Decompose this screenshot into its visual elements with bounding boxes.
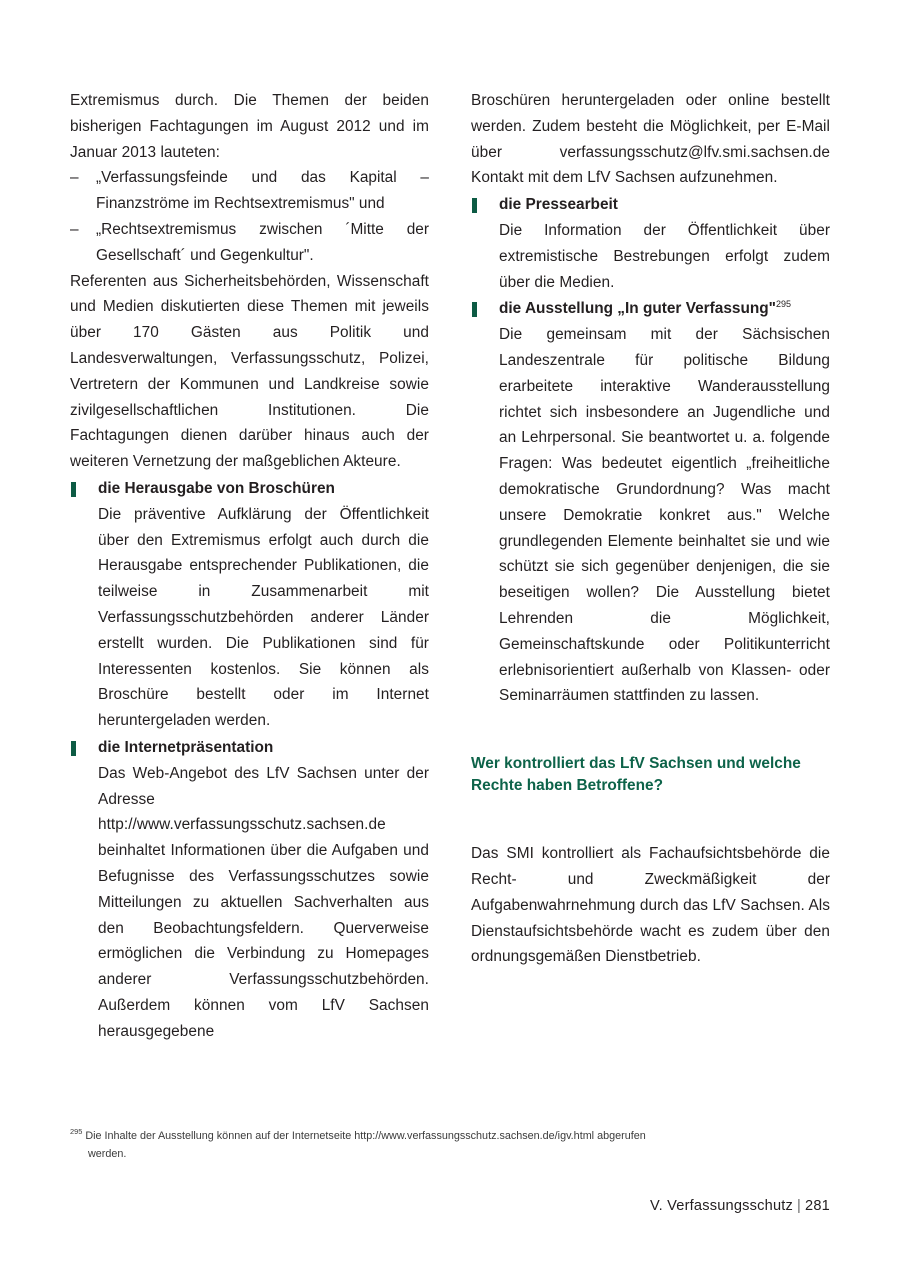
footnote-reference-superscript: 295 [775, 299, 791, 310]
right-continuation-paragraph: Broschüren heruntergeladen oder online bestellt werden. Zudem besteht die Möglichkeit, per E-Mail über verfassungsschutz@lfv.smi.sachsen.de Kontakt mit dem LfV Sachsen aufzunehmen. [471, 92, 830, 187]
two-column-body [70, 88, 830, 1044]
right-closing-paragraph: Das SMI kontrolliert als Fachaufsichtsbehörde die Recht- und Zweckmäßigkeit der Aufgabenwahrnehmung durch das LfV Sachsen. Als Dienstaufsichtsbehörde wacht es zudem über den ordnungsgemäßen Dienstbetrieb. [471, 845, 830, 966]
footnote-text: Die Inhalte der Ausstellung können auf der Internetseite http://www.verfassungsschutz.sachsen.de/igv.html abgerufen [85, 1130, 646, 1142]
green-bar-bullet-icon [472, 198, 477, 213]
dash-list-item [70, 165, 429, 217]
green-bar-bullet-icon [71, 482, 76, 497]
green-bar-bullet-icon [472, 302, 477, 317]
footnote-marker: 295 [70, 1127, 83, 1137]
right-column [471, 88, 830, 1044]
dash-list [70, 165, 429, 268]
dash-list-item [70, 217, 429, 269]
bar-block-title [499, 192, 830, 218]
section-heading: Wer kontrolliert das LfV Sachsen und welche Rechte haben Betroffene? [471, 755, 801, 795]
bar-block-title-text: die Ausstellung „In guter Verfassung" [499, 300, 776, 318]
bar-block-title: die Herausgabe von Broschüren [98, 479, 335, 497]
left-column [70, 88, 429, 1044]
bar-block-ausstellung [471, 296, 830, 709]
bar-block-title [499, 296, 830, 322]
heading-spacer [471, 709, 830, 753]
page-footer [650, 1196, 830, 1216]
bar-block-body: Das Web-Angebot des LfV Sachsen unter der Adresse http://www.verfassungsschutz.sachsen.de beinhaltet Informationen über die Aufgaben und Befugnisse des Verfassungsschutzes sowie Mitteilungen zu aktuellen Sachverhalten aus den Beobachtungsfeldern. Querverweise ermöglichen die Verbindung zu Homepages anderer Verfassungsschutzbehörden. Außerdem können vom LfV Sachsen herausgegebene [98, 764, 429, 1040]
green-bar-bullet-icon [71, 741, 76, 756]
bar-block-title: die Internetpräsentation [98, 738, 274, 756]
dash-list-item-text: „Rechtsextremismus zwischen ´Mitte der Gesellschaft´ und Gegenkultur". [96, 220, 429, 264]
footer-chapter-title: V. Verfassungsschutz [650, 1198, 794, 1214]
footer-separator: | [797, 1198, 802, 1214]
bar-block-body: Die Information der Öffentlichkeit über extremistische Bestrebungen erfolgt zudem über die Medien. [499, 221, 830, 291]
bar-block-internetpraesentation [70, 735, 429, 1045]
bar-block-herausgabe-broschueren [70, 476, 429, 734]
footer-page-number: 281 [805, 1198, 830, 1214]
footnote-continuation: werden. [88, 1147, 127, 1160]
footnote [70, 1128, 832, 1163]
dash-marker-icon: – [70, 169, 79, 187]
bar-block-body: Die gemeinsam mit der Sächsischen Landeszentrale für politische Bildung erarbeitete interaktive Wanderausstellung richtet sich insbesondere an Jugendliche und an Lehrpersonal. Sie beantwortet u. a. folgende Fragen: Was bedeutet eigentlich „freiheitliche demokratische Grundordnung? Was macht unsere Demokratie konkret aus." Welche grundlegenden Elemente beinhaltet sie und wie schützt sie sich gegenüber denjenigen, die sie beseitigen wollen? Die Ausstellung bietet Lehrenden die Möglichkeit, Gemeinschaftskunde oder Politikunterricht erlebnisorientiert außerhalb von Klassen- oder Seminarräumen stattfinden zu lassen. [499, 326, 830, 705]
bar-block-body: Die präventive Aufklärung der Öffentlichkeit über den Extremismus erfolgt auch durch die Herausgabe entsprechender Publikationen, die teilweise in Zusammenarbeit mit Verfassungsschutzbehörden anderer Länder erstellt wurden. Die Publikationen sind für Interessenten kostenlos. Sie können als Broschüre bestellt oder im Internet heruntergeladen werden. [98, 505, 429, 730]
bar-block-title-text: die Pressearbeit [499, 196, 618, 214]
bar-block-pressearbeit [471, 192, 830, 295]
dash-list-item-text: „Verfassungsfeinde und das Kapital – Finanzströme im Rechtsextremismus" und [96, 169, 429, 213]
dash-marker-icon: – [70, 220, 79, 238]
left-intro-paragraph: Extremismus durch. Die Themen der beiden bisherigen Fachtagungen im August 2012 und im Januar 2013 lauteten: [70, 92, 429, 161]
left-after-list-paragraph: Referenten aus Sicherheitsbehörden, Wissenschaft und Medien diskutierten diese Themen mit jeweils über 170 Gästen aus Politik und Landesverwaltungen, Verfassungsschutz, Polizei, Vertretern der Kommunen und Landkreise sowie zivilgesellschaftlichen Institutionen. Die Fachtagungen dienen darüber hinaus auch der weiteren Vernetzung der maßgeblichen Akteure. [70, 272, 429, 471]
after-heading-spacer [471, 797, 830, 841]
